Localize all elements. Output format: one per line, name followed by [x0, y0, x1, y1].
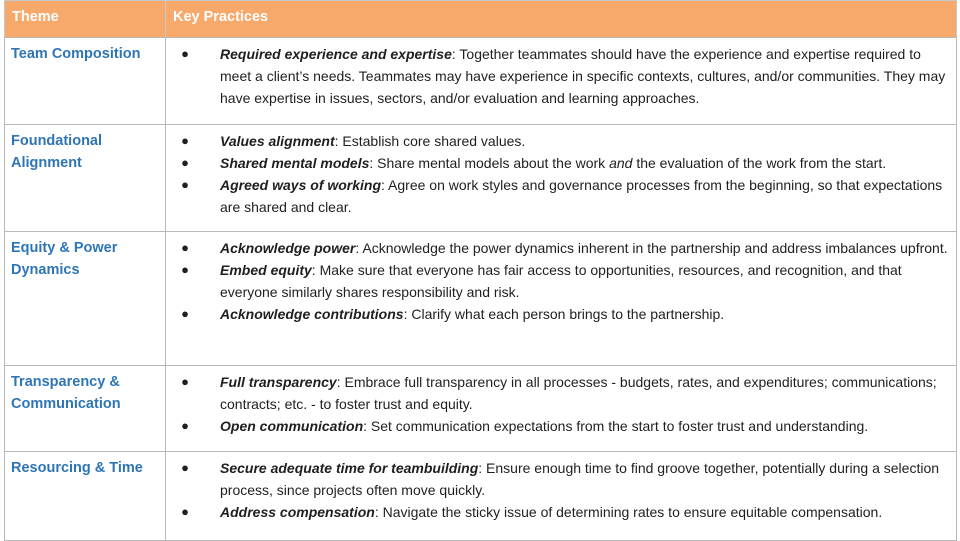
practice-list	[180, 457, 948, 523]
theme-cell: Resourcing & Time	[5, 452, 166, 541]
header-theme: Theme	[5, 1, 166, 38]
practice-term: Open communication	[220, 418, 364, 434]
table-row	[5, 38, 957, 125]
header-key-practices: Key Practices	[166, 1, 957, 38]
list-item	[180, 130, 948, 152]
list-item	[180, 237, 948, 259]
practices-table	[4, 0, 957, 541]
practice-text: : Together teammates should have the experience and expertise required to meet a client’s needs. Teammates may have experience in specific contexts, cultures, and/or communities. They may have expertise in issues, sectors, and/or evaluation and learning approaches.	[220, 46, 946, 106]
practice-list	[180, 237, 948, 325]
theme-cell: Equity & Power Dynamics	[5, 232, 166, 366]
practices-cell	[166, 38, 957, 125]
practice-term: Secure adequate time for teambuilding	[220, 460, 479, 476]
bullet-icon: ●	[181, 460, 189, 475]
practices-cell	[166, 452, 957, 541]
practice-term: Acknowledge power	[220, 240, 356, 256]
practices-cell	[166, 232, 957, 366]
theme-cell: Transparency & Communication	[5, 366, 166, 452]
bullet-icon: ●	[181, 46, 189, 61]
practice-text: : Set communication expectations from the start to foster trust and understanding.	[363, 418, 869, 434]
practice-text: : Share mental models about the work	[369, 155, 610, 171]
list-item	[180, 303, 948, 325]
list-item	[180, 371, 948, 415]
theme-cell: Team Composition	[5, 38, 166, 125]
list-item	[180, 501, 948, 523]
practice-term: Address compensation	[220, 504, 375, 520]
practice-term: Agreed ways of working	[220, 177, 382, 193]
list-item	[180, 457, 948, 501]
practices-cell	[166, 125, 957, 232]
practice-term: Values alignment	[220, 133, 335, 149]
practice-text: : Clarify what each person brings to the partnership.	[403, 306, 725, 322]
bullet-icon: ●	[181, 133, 189, 148]
bullet-icon: ●	[181, 418, 189, 433]
table-row	[5, 125, 957, 232]
practice-text: : Agree on work styles and governance processes from the beginning, so that expectations are shared and clear.	[220, 177, 943, 215]
table-row	[5, 366, 957, 452]
practice-term: Full transparency	[220, 374, 337, 390]
bullet-icon: ●	[181, 155, 189, 170]
practice-term: Acknowledge contributions	[220, 306, 404, 322]
bullet-icon: ●	[181, 240, 189, 255]
bullet-icon: ●	[181, 504, 189, 519]
practice-text: : Acknowledge the power dynamics inherent in the partnership and address imbalances upfront.	[355, 240, 948, 256]
practice-list	[180, 130, 948, 218]
header-row	[5, 1, 957, 38]
table-row	[5, 452, 957, 541]
practice-text: : Make sure that everyone has fair access to opportunities, resources, and recognition, and that everyone similarly shares responsibility and risk.	[220, 262, 902, 300]
list-item	[180, 152, 948, 174]
practice-text: : Ensure enough time to find groove together, potentially during a selection process, since projects often move quickly.	[220, 460, 940, 498]
bullet-icon: ●	[181, 177, 189, 192]
bullet-icon: ●	[181, 262, 189, 277]
practice-term: Required experience and expertise	[220, 46, 452, 62]
practice-list	[180, 43, 948, 109]
bullet-icon: ●	[181, 374, 189, 389]
practice-text: : Navigate the sticky issue of determining rates to ensure equitable compensation.	[374, 504, 883, 520]
list-item	[180, 415, 948, 437]
table-row	[5, 232, 957, 366]
practice-emphasis: and	[609, 155, 633, 171]
theme-cell: Foundational Alignment	[5, 125, 166, 232]
practices-cell	[166, 366, 957, 452]
list-item	[180, 174, 948, 218]
bullet-icon: ●	[181, 306, 189, 321]
practice-list	[180, 371, 948, 437]
practice-term: Embed equity	[220, 262, 312, 278]
practice-text: : Establish core shared values.	[334, 133, 526, 149]
practice-text: : Embrace full transparency in all processes - budgets, rates, and expenditures; communications; contracts; etc. - to foster trust and equity.	[220, 374, 937, 412]
list-item	[180, 259, 948, 303]
practice-term: Shared mental models	[220, 155, 370, 171]
list-item	[180, 43, 948, 109]
practice-text: the evaluation of the work from the start.	[632, 155, 887, 171]
